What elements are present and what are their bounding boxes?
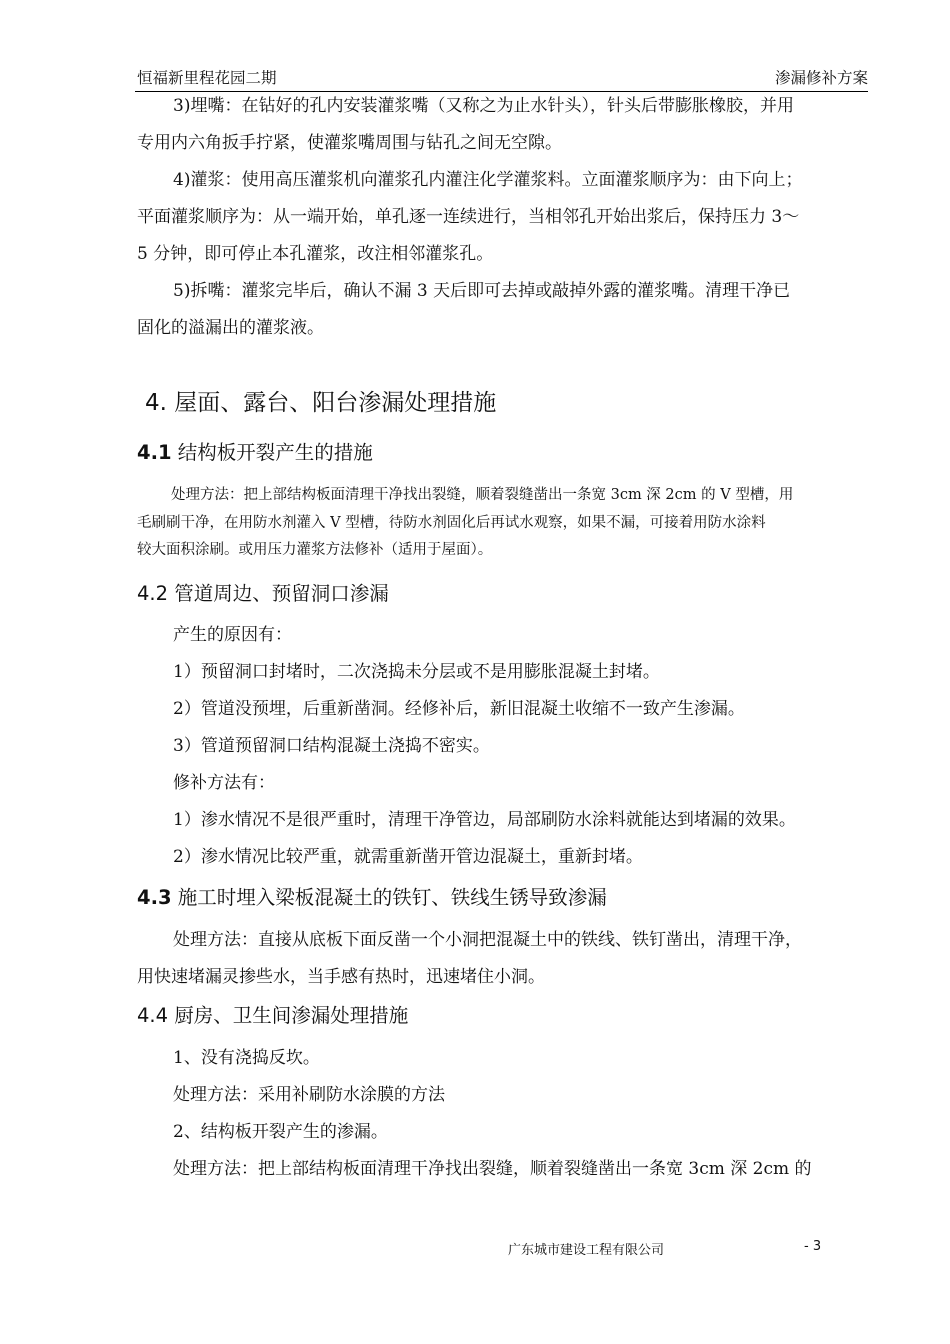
subsection-title: 结构板开裂产生的措施 xyxy=(177,441,373,464)
list-4-4 xyxy=(137,1040,870,1188)
text-line: 5 分钟，即可停止本孔灌浆，改注相邻灌浆孔。 xyxy=(137,244,494,264)
list-item: 修补方法有： xyxy=(173,773,275,793)
text-line: 4)灌浆：使用高压灌浆机向灌浆孔内灌注化学灌浆料。立面灌浆顺序为：由下向上； xyxy=(173,170,803,190)
text-line: 专用内六角扳手拧紧，使灌浆嘴周围与钻孔之间无空隙。 xyxy=(137,133,562,153)
header-document-title: 渗漏修补方案 xyxy=(774,69,868,87)
text-line: 用快速堵漏灵掺些水，当手感有热时，迅速堵住小洞。 xyxy=(137,967,545,987)
subsection-4-4-heading xyxy=(137,1000,408,1028)
text-line: 平面灌浆顺序为：从一端开始，单孔逐一连续进行，当相邻孔开始出浆后，保持压力 3～ xyxy=(137,207,800,227)
list-item: 2）管道没预埋，后重新凿洞。经修补后，新旧混凝土收缩不一致产生渗漏。 xyxy=(173,699,745,719)
section-4-heading: 4. 屋面、露台、阳台渗漏处理措施 xyxy=(145,390,497,416)
subsection-4-2-heading xyxy=(137,578,389,606)
list-item: 处理方法：采用补刷防水涂膜的方法 xyxy=(173,1085,445,1105)
paragraph-grouting xyxy=(137,162,870,273)
list-item: 1）预留洞口封堵时，二次浇捣未分层或不是用膨胀混凝土封堵。 xyxy=(173,662,660,682)
list-item: 2）渗水情况比较严重，就需重新凿开管边混凝土，重新封堵。 xyxy=(173,847,643,867)
subsection-number: 4.4 xyxy=(137,1004,169,1027)
subsection-4-3-heading xyxy=(137,882,607,910)
header-project-name: 恒福新里程花园二期 xyxy=(137,69,277,87)
list-item: 1）渗水情况不是很严重时，清理干净管边，局部刷防水涂料就能达到堵漏的效果。 xyxy=(173,810,796,830)
subsection-4-1-heading xyxy=(137,437,373,465)
subsection-number: 4.1 xyxy=(137,441,172,464)
list-4-2 xyxy=(137,617,870,876)
list-item: 3）管道预留洞口结构混凝土浇捣不密实。 xyxy=(173,736,490,756)
subsection-number: 4.2 xyxy=(137,582,169,605)
paragraph-remove-nozzle xyxy=(137,273,870,347)
subsection-number: 4.3 xyxy=(137,886,172,909)
text-line: 固化的溢漏出的灌浆液。 xyxy=(137,318,324,338)
text-line: 3)埋嘴：在钻好的孔内安装灌浆嘴（又称之为止水针头），针头后带膨胀橡胶，并用 xyxy=(173,96,794,116)
footer-company: 广东城市建设工程有限公司 xyxy=(508,1243,665,1258)
text-line: 处理方法：把上部结构板面清理干净找出裂缝，顺着裂缝凿出一条宽 3cm 深 2cm 的 V 型槽，用 xyxy=(171,487,794,503)
text-line: 毛刷刷干净，在用防水剂灌入 V 型槽，待防水剂固化后再试水观察，如果不漏，可接着用防水涂料 xyxy=(137,514,766,531)
subsection-title: 管道周边、预留洞口渗漏 xyxy=(174,582,389,605)
paragraph-embed-nozzle xyxy=(137,88,870,162)
list-item: 处理方法：把上部结构板面清理干净找出裂缝，顺着裂缝凿出一条宽 3cm 深 2cm 的 xyxy=(173,1159,812,1179)
text-line: 处理方法：直接从底板下面反凿一个小洞把混凝土中的铁线、铁钉凿出，清理干净， xyxy=(173,930,802,950)
page-number: - 3 xyxy=(804,1239,822,1254)
paragraph-4-1 xyxy=(137,482,870,565)
list-item: 1、没有浇捣反坎。 xyxy=(173,1048,320,1068)
list-item: 2、结构板开裂产生的渗漏。 xyxy=(173,1122,388,1142)
subsection-title: 厨房、卫生间渗漏处理措施 xyxy=(174,1004,409,1027)
text-line: 较大面积涂刷。或用压力灌浆方法修补（适用于屋面）。 xyxy=(137,542,493,558)
paragraph-4-3 xyxy=(137,922,870,996)
subsection-title: 施工时埋入梁板混凝土的铁钉、铁线生锈导致渗漏 xyxy=(177,886,607,909)
list-item: 产生的原因有： xyxy=(173,625,292,645)
text-line: 5)拆嘴：灌浆完毕后，确认不漏 3 天后即可去掉或敲掉外露的灌浆嘴。清理干净已 xyxy=(173,281,791,301)
